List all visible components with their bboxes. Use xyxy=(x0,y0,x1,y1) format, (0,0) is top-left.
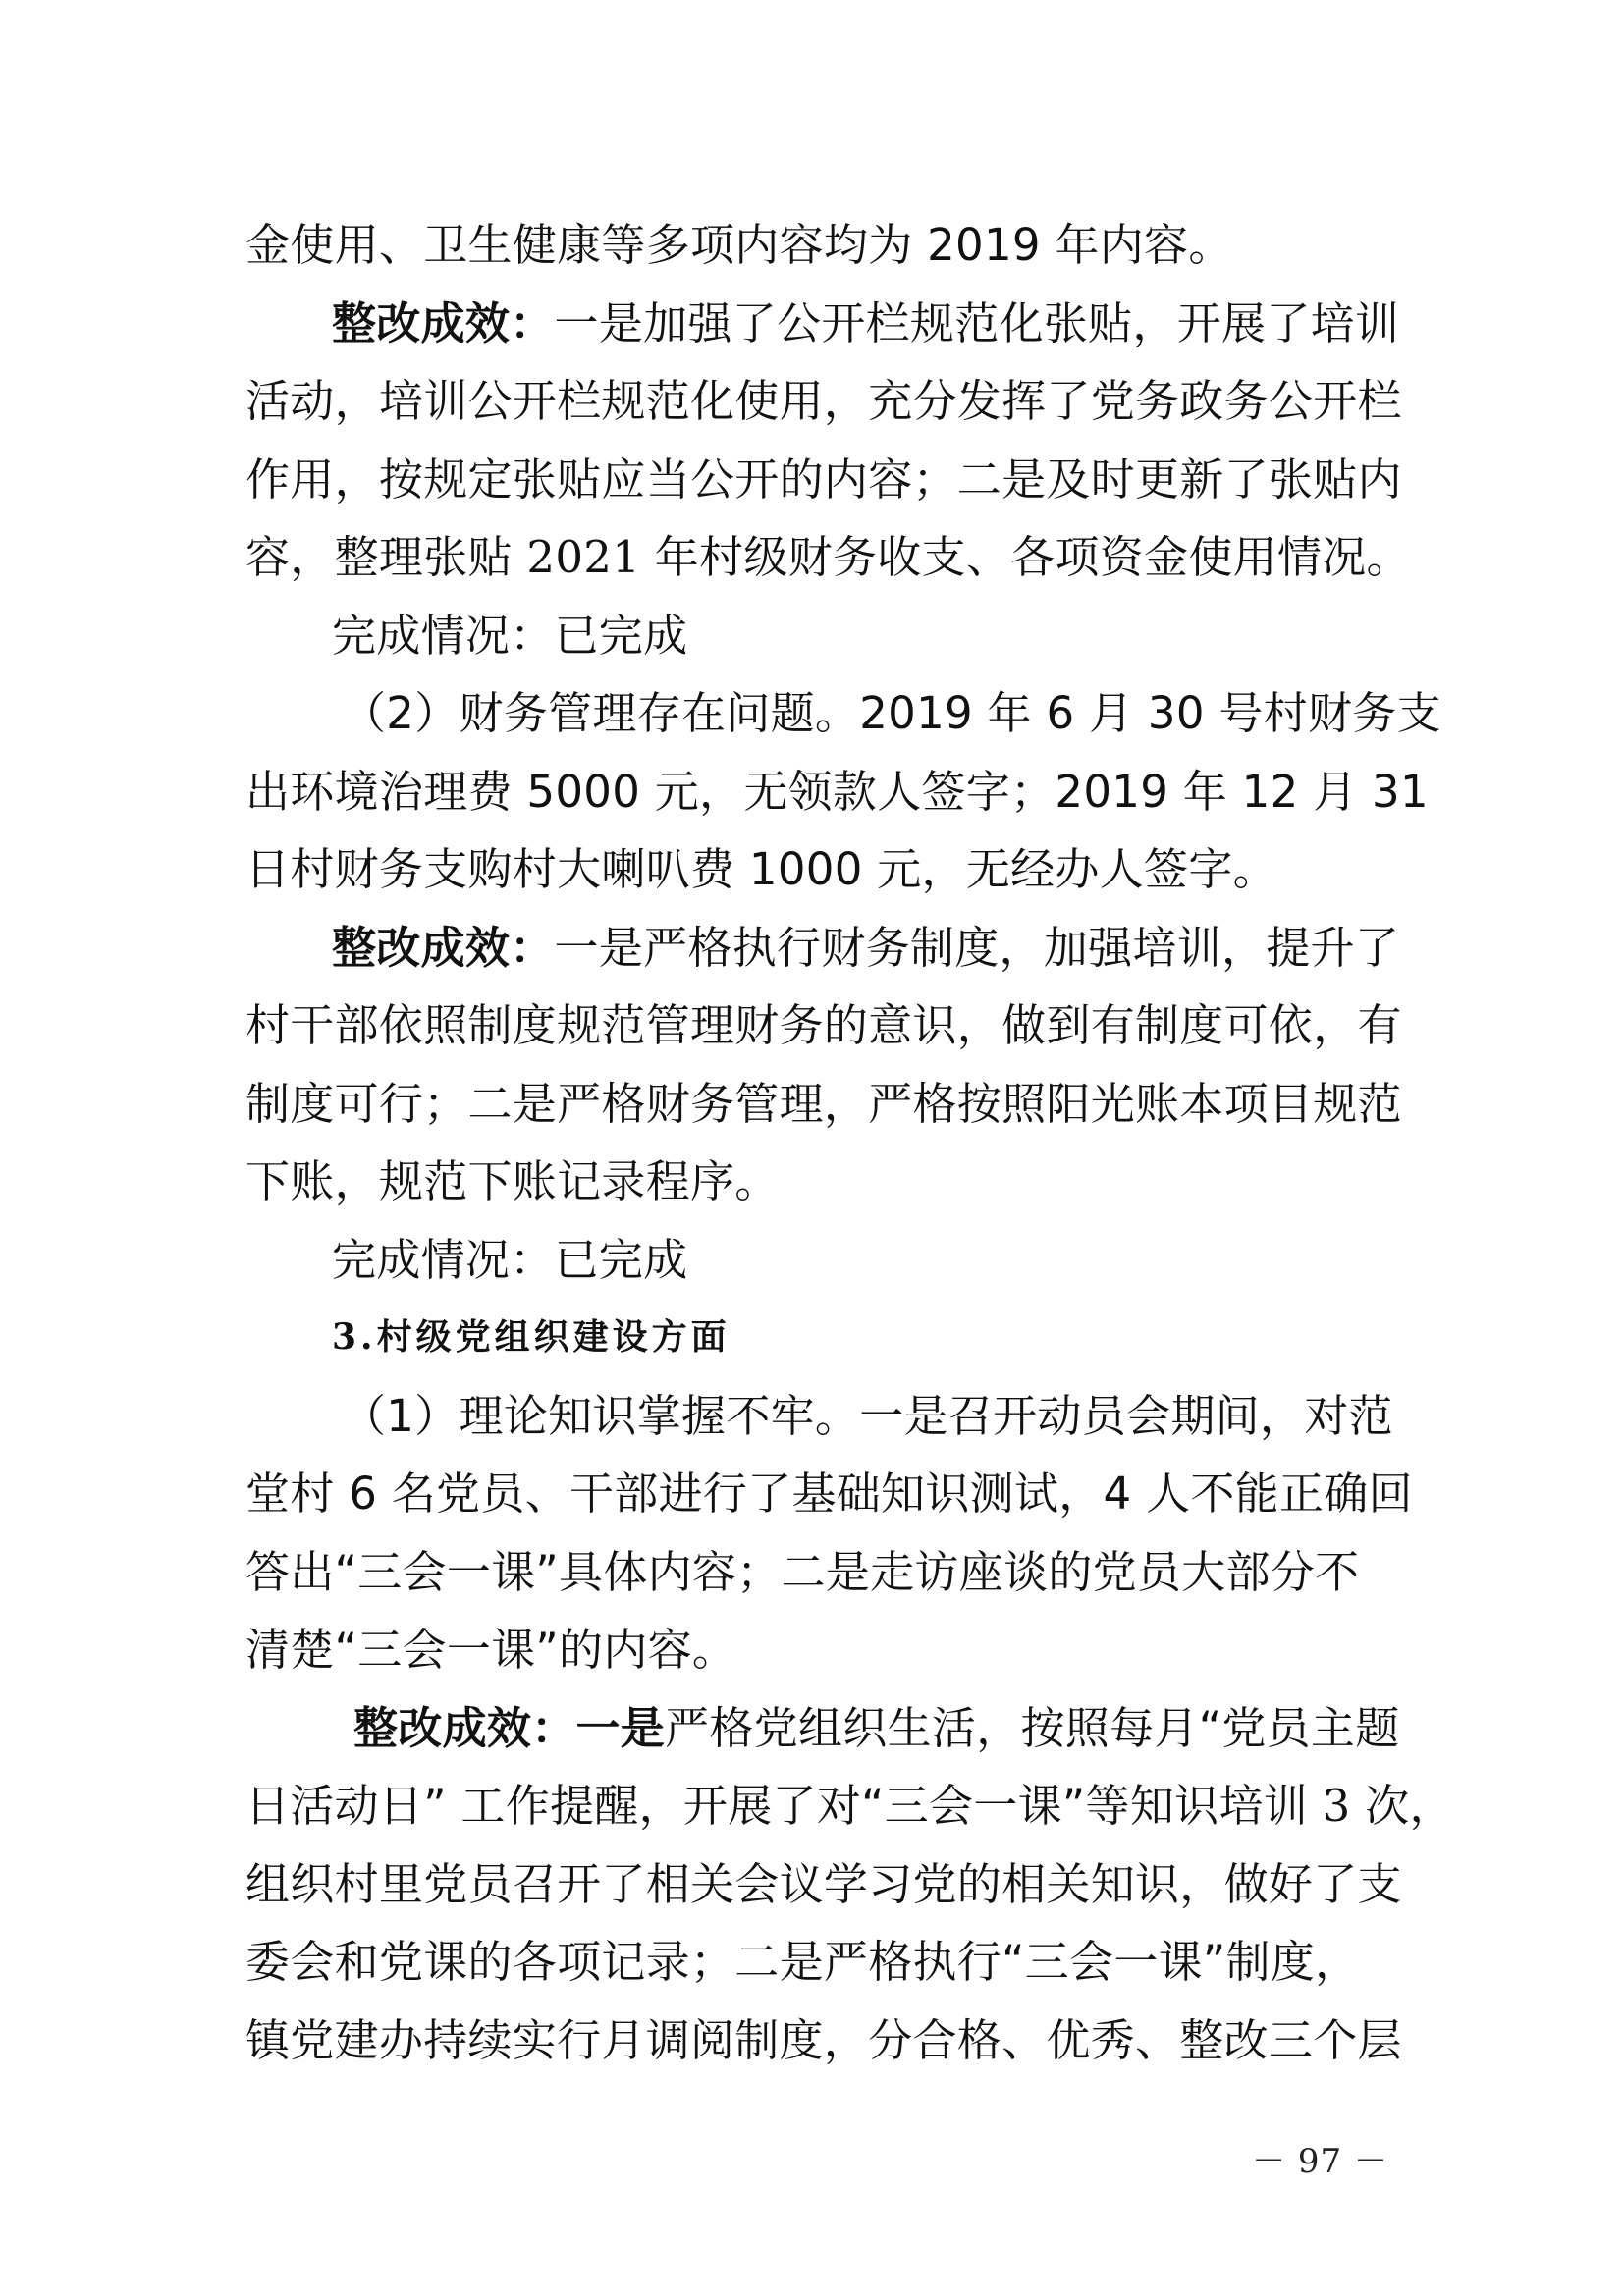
paragraph-line xyxy=(245,285,1400,363)
paragraph-line: 答出“三会一课”具体内容；二是走访座谈的党员大部分不 xyxy=(245,1545,1360,1598)
paragraph-line xyxy=(245,1689,1400,1768)
rectification-label: 整改成效： xyxy=(332,921,555,974)
paragraph-line xyxy=(245,909,1400,988)
paragraph-line: 作用，按规定张贴应当公开的内容；二是及时更新了张贴内 xyxy=(245,453,1402,506)
page-number: － 97 － xyxy=(1252,2142,1388,2181)
line-text: 一是加强了公开栏规范化张贴，开展了培训 xyxy=(554,296,1400,349)
paragraph-line xyxy=(245,1767,1454,1845)
line-text: 严格党组织生活，按照每月“党员主题 xyxy=(665,1701,1400,1754)
paragraph-line: 活动，培训公开栏规范化使用，充分发挥了党务政务公开栏 xyxy=(245,375,1402,427)
paragraph-line: 村干部依照制度规范管理财务的意识，做到有制度可依，有 xyxy=(245,999,1402,1051)
count-number: 3 xyxy=(1322,1780,1351,1832)
completion-status: 完成情况：已完成 xyxy=(332,609,688,662)
paragraph-line: 组织村里党员召开了相关会议学习党的相关知识，做好了支 xyxy=(245,1857,1402,1910)
rectification-label: 整改成效： xyxy=(332,296,555,349)
paragraph-line xyxy=(245,518,1411,597)
line-text: 一是严格执行财务制度，加强培训，提升了 xyxy=(554,921,1400,974)
year-number: 2021 xyxy=(526,531,641,583)
paragraph-line: 出环境治理费 5000 元，无领款人签字；2019 年 12 月 31 xyxy=(245,765,1429,818)
completion-status: 完成情况：已完成 xyxy=(332,1233,688,1286)
line-text: 年村级财务收支、各项资金使用情况。 xyxy=(640,531,1411,583)
paragraph-line: 金使用、卫生健康等多项内容均为 2019 年内容。 xyxy=(245,219,1233,271)
paragraph-line: 下账，规范下账记录程序。 xyxy=(245,1155,780,1207)
paragraph-line: 委会和党课的各项记录；二是严格执行“三会一课”制度， xyxy=(245,1936,1360,1988)
paragraph-line: 制度可行；二是严格财务管理，严格按照阳光账本项目规范 xyxy=(245,1077,1402,1130)
line-text: 次， xyxy=(1350,1780,1454,1832)
issue-heading: （2）财务管理存在问题。2019 年 6 月 30 号村财务支 xyxy=(342,687,1441,739)
line-text: 日活动日” 工作提醒，开展了对“三会一课”等知识培训 xyxy=(245,1780,1323,1832)
paragraph-line: 日村财务支购村大喇叭费 1000 元，无经办人签字。 xyxy=(245,843,1277,895)
body-text xyxy=(245,206,1454,2079)
issue-heading: （1）理论知识掌握不牢。一是召开动员会期间，对范 xyxy=(342,1389,1393,1442)
rectification-label: 整改成效：一是 xyxy=(353,1701,666,1754)
line-text: 容，整理张贴 xyxy=(245,531,527,583)
paragraph-line: 镇党建办持续实行月调阅制度，分合格、优秀、整改三个层 xyxy=(245,2013,1402,2066)
paragraph-line: 清楚“三会一课”的内容。 xyxy=(245,1624,737,1676)
section-heading: 3.村级党组织建设方面 xyxy=(332,1316,731,1358)
paragraph-line: 堂村 6 名党员、干部进行了基础知识测试，4 人不能正确回 xyxy=(245,1468,1413,1520)
